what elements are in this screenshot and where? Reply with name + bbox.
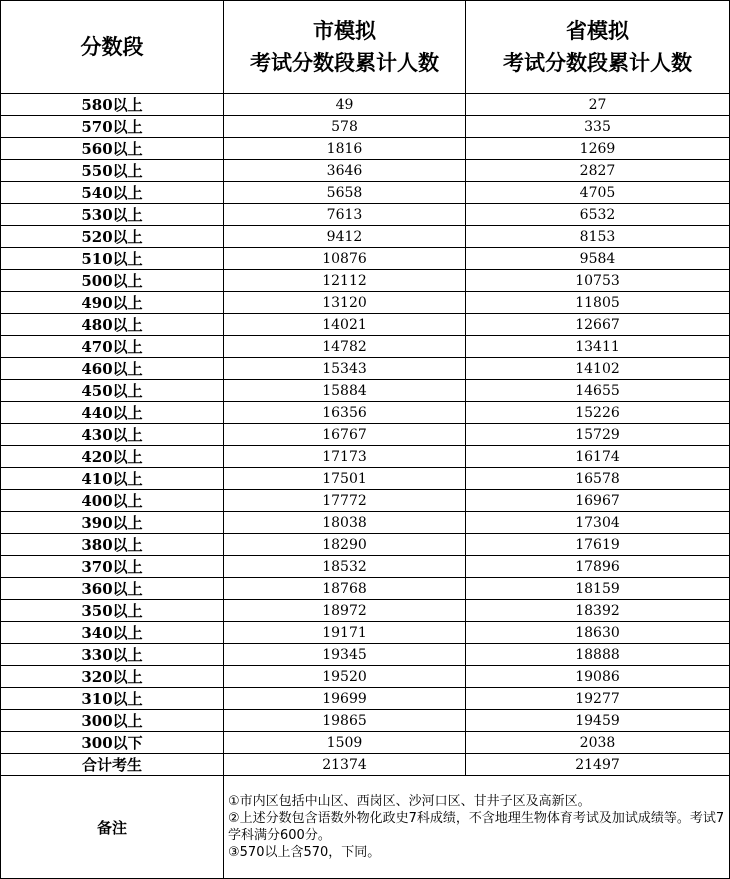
province-count-cell: 6532 [466,204,730,226]
header-row [1,1,730,94]
table-row [1,688,730,710]
province-count-cell: 15226 [466,402,730,424]
score-range-cell: 530以上 [1,204,224,226]
table-row [1,204,730,226]
table-row [1,644,730,666]
score-range-cell: 330以上 [1,644,224,666]
table-row [1,138,730,160]
city-count-cell: 19345 [224,644,466,666]
total-province-cell: 21497 [466,754,730,776]
score-range-cell: 580以上 [1,94,224,116]
city-count-cell: 16356 [224,402,466,424]
province-count-cell: 14655 [466,380,730,402]
header-score-range: 分数段 [1,1,224,94]
city-count-cell: 19699 [224,688,466,710]
city-count-cell: 14021 [224,314,466,336]
province-count-cell: 16578 [466,468,730,490]
note-line: ①市内区包括中山区、西岗区、沙河口区、甘井子区及高新区。 [228,794,591,809]
province-count-cell: 19459 [466,710,730,732]
province-count-cell: 8153 [466,226,730,248]
score-range-cell: 370以上 [1,556,224,578]
city-count-cell: 1816 [224,138,466,160]
city-count-cell: 5658 [224,182,466,204]
score-range-cell: 340以上 [1,622,224,644]
score-range-cell: 480以上 [1,314,224,336]
score-range-cell: 490以上 [1,292,224,314]
city-count-cell: 17772 [224,490,466,512]
score-range-cell: 410以上 [1,468,224,490]
score-range-cell: 550以上 [1,160,224,182]
score-range-cell: 440以上 [1,402,224,424]
city-count-cell: 17173 [224,446,466,468]
table-row [1,424,730,446]
province-count-cell: 10753 [466,270,730,292]
city-count-cell: 15343 [224,358,466,380]
city-count-cell: 3646 [224,160,466,182]
province-count-cell: 14102 [466,358,730,380]
city-count-cell: 18038 [224,512,466,534]
province-count-cell: 13411 [466,336,730,358]
score-range-cell: 460以上 [1,358,224,380]
province-count-cell: 11805 [466,292,730,314]
score-range-cell: 420以上 [1,446,224,468]
note-line: ③570以上含570，下同。 [228,845,381,860]
city-count-cell: 18290 [224,534,466,556]
province-count-cell: 18159 [466,578,730,600]
table-row [1,336,730,358]
note-line: ②上述分数包含语数外物化政史7科成绩，不含地理生物体育考试及加试成绩等。考试7学科满分600分。 [228,811,725,843]
city-count-cell: 17501 [224,468,466,490]
table-row [1,732,730,754]
city-count-cell: 7613 [224,204,466,226]
province-count-cell: 335 [466,116,730,138]
total-row [1,754,730,776]
score-range-cell: 430以上 [1,424,224,446]
table-row [1,94,730,116]
province-count-cell: 17896 [466,556,730,578]
province-count-cell: 2038 [466,732,730,754]
header-province-sim [466,1,730,94]
city-count-cell: 18532 [224,556,466,578]
header-province-subtitle: 考试分数段累计人数 [503,50,692,75]
score-range-cell: 450以上 [1,380,224,402]
province-count-cell: 18888 [466,644,730,666]
table-row [1,248,730,270]
province-count-cell: 18630 [466,622,730,644]
score-range-cell: 540以上 [1,182,224,204]
table-row [1,182,730,204]
province-count-cell: 16174 [466,446,730,468]
city-count-cell: 578 [224,116,466,138]
city-count-cell: 19171 [224,622,466,644]
city-count-cell: 14782 [224,336,466,358]
score-range-cell: 300以上 [1,710,224,732]
table-row [1,314,730,336]
score-range-cell: 350以上 [1,600,224,622]
score-range-cell: 380以上 [1,534,224,556]
total-label: 合计考生 [1,754,224,776]
score-range-cell: 520以上 [1,226,224,248]
header-city-sim [224,1,466,94]
score-range-cell: 400以上 [1,490,224,512]
province-count-cell: 19086 [466,666,730,688]
table-row [1,270,730,292]
score-range-cell: 510以上 [1,248,224,270]
city-count-cell: 9412 [224,226,466,248]
province-count-cell: 1269 [466,138,730,160]
province-count-cell: 17619 [466,534,730,556]
score-range-cell: 560以上 [1,138,224,160]
province-count-cell: 18392 [466,600,730,622]
header-city-title: 市模拟 [313,18,376,43]
score-range-cell: 570以上 [1,116,224,138]
city-count-cell: 19520 [224,666,466,688]
table-row [1,512,730,534]
table-row [1,402,730,424]
score-range-cell: 310以上 [1,688,224,710]
table-row [1,534,730,556]
score-range-cell: 300以下 [1,732,224,754]
table-row [1,160,730,182]
table-row [1,490,730,512]
score-range-cell: 390以上 [1,512,224,534]
score-range-cell: 500以上 [1,270,224,292]
table-row [1,666,730,688]
table-row [1,446,730,468]
province-count-cell: 16967 [466,490,730,512]
table-row [1,292,730,314]
province-count-cell: 4705 [466,182,730,204]
province-count-cell: 17304 [466,512,730,534]
city-count-cell: 18972 [224,600,466,622]
city-count-cell: 49 [224,94,466,116]
header-province-title: 省模拟 [566,18,629,43]
total-city-cell: 21374 [224,754,466,776]
table-row [1,226,730,248]
province-count-cell: 27 [466,94,730,116]
table-row [1,622,730,644]
notes-content [224,776,730,879]
province-count-cell: 15729 [466,424,730,446]
province-count-cell: 12667 [466,314,730,336]
province-count-cell: 19277 [466,688,730,710]
notes-row [1,776,730,879]
city-count-cell: 18768 [224,578,466,600]
city-count-cell: 1509 [224,732,466,754]
city-count-cell: 16767 [224,424,466,446]
city-count-cell: 15884 [224,380,466,402]
province-count-cell: 9584 [466,248,730,270]
city-count-cell: 10876 [224,248,466,270]
table-row [1,710,730,732]
table-row [1,468,730,490]
table-row [1,578,730,600]
table-row [1,380,730,402]
city-count-cell: 13120 [224,292,466,314]
notes-label: 备注 [1,776,224,879]
table-row [1,600,730,622]
table-row [1,358,730,380]
score-range-cell: 360以上 [1,578,224,600]
table-row [1,116,730,138]
score-range-cell: 470以上 [1,336,224,358]
score-range-cell: 320以上 [1,666,224,688]
city-count-cell: 19865 [224,710,466,732]
header-city-subtitle: 考试分数段累计人数 [250,50,439,75]
province-count-cell: 2827 [466,160,730,182]
city-count-cell: 12112 [224,270,466,292]
table-row [1,556,730,578]
